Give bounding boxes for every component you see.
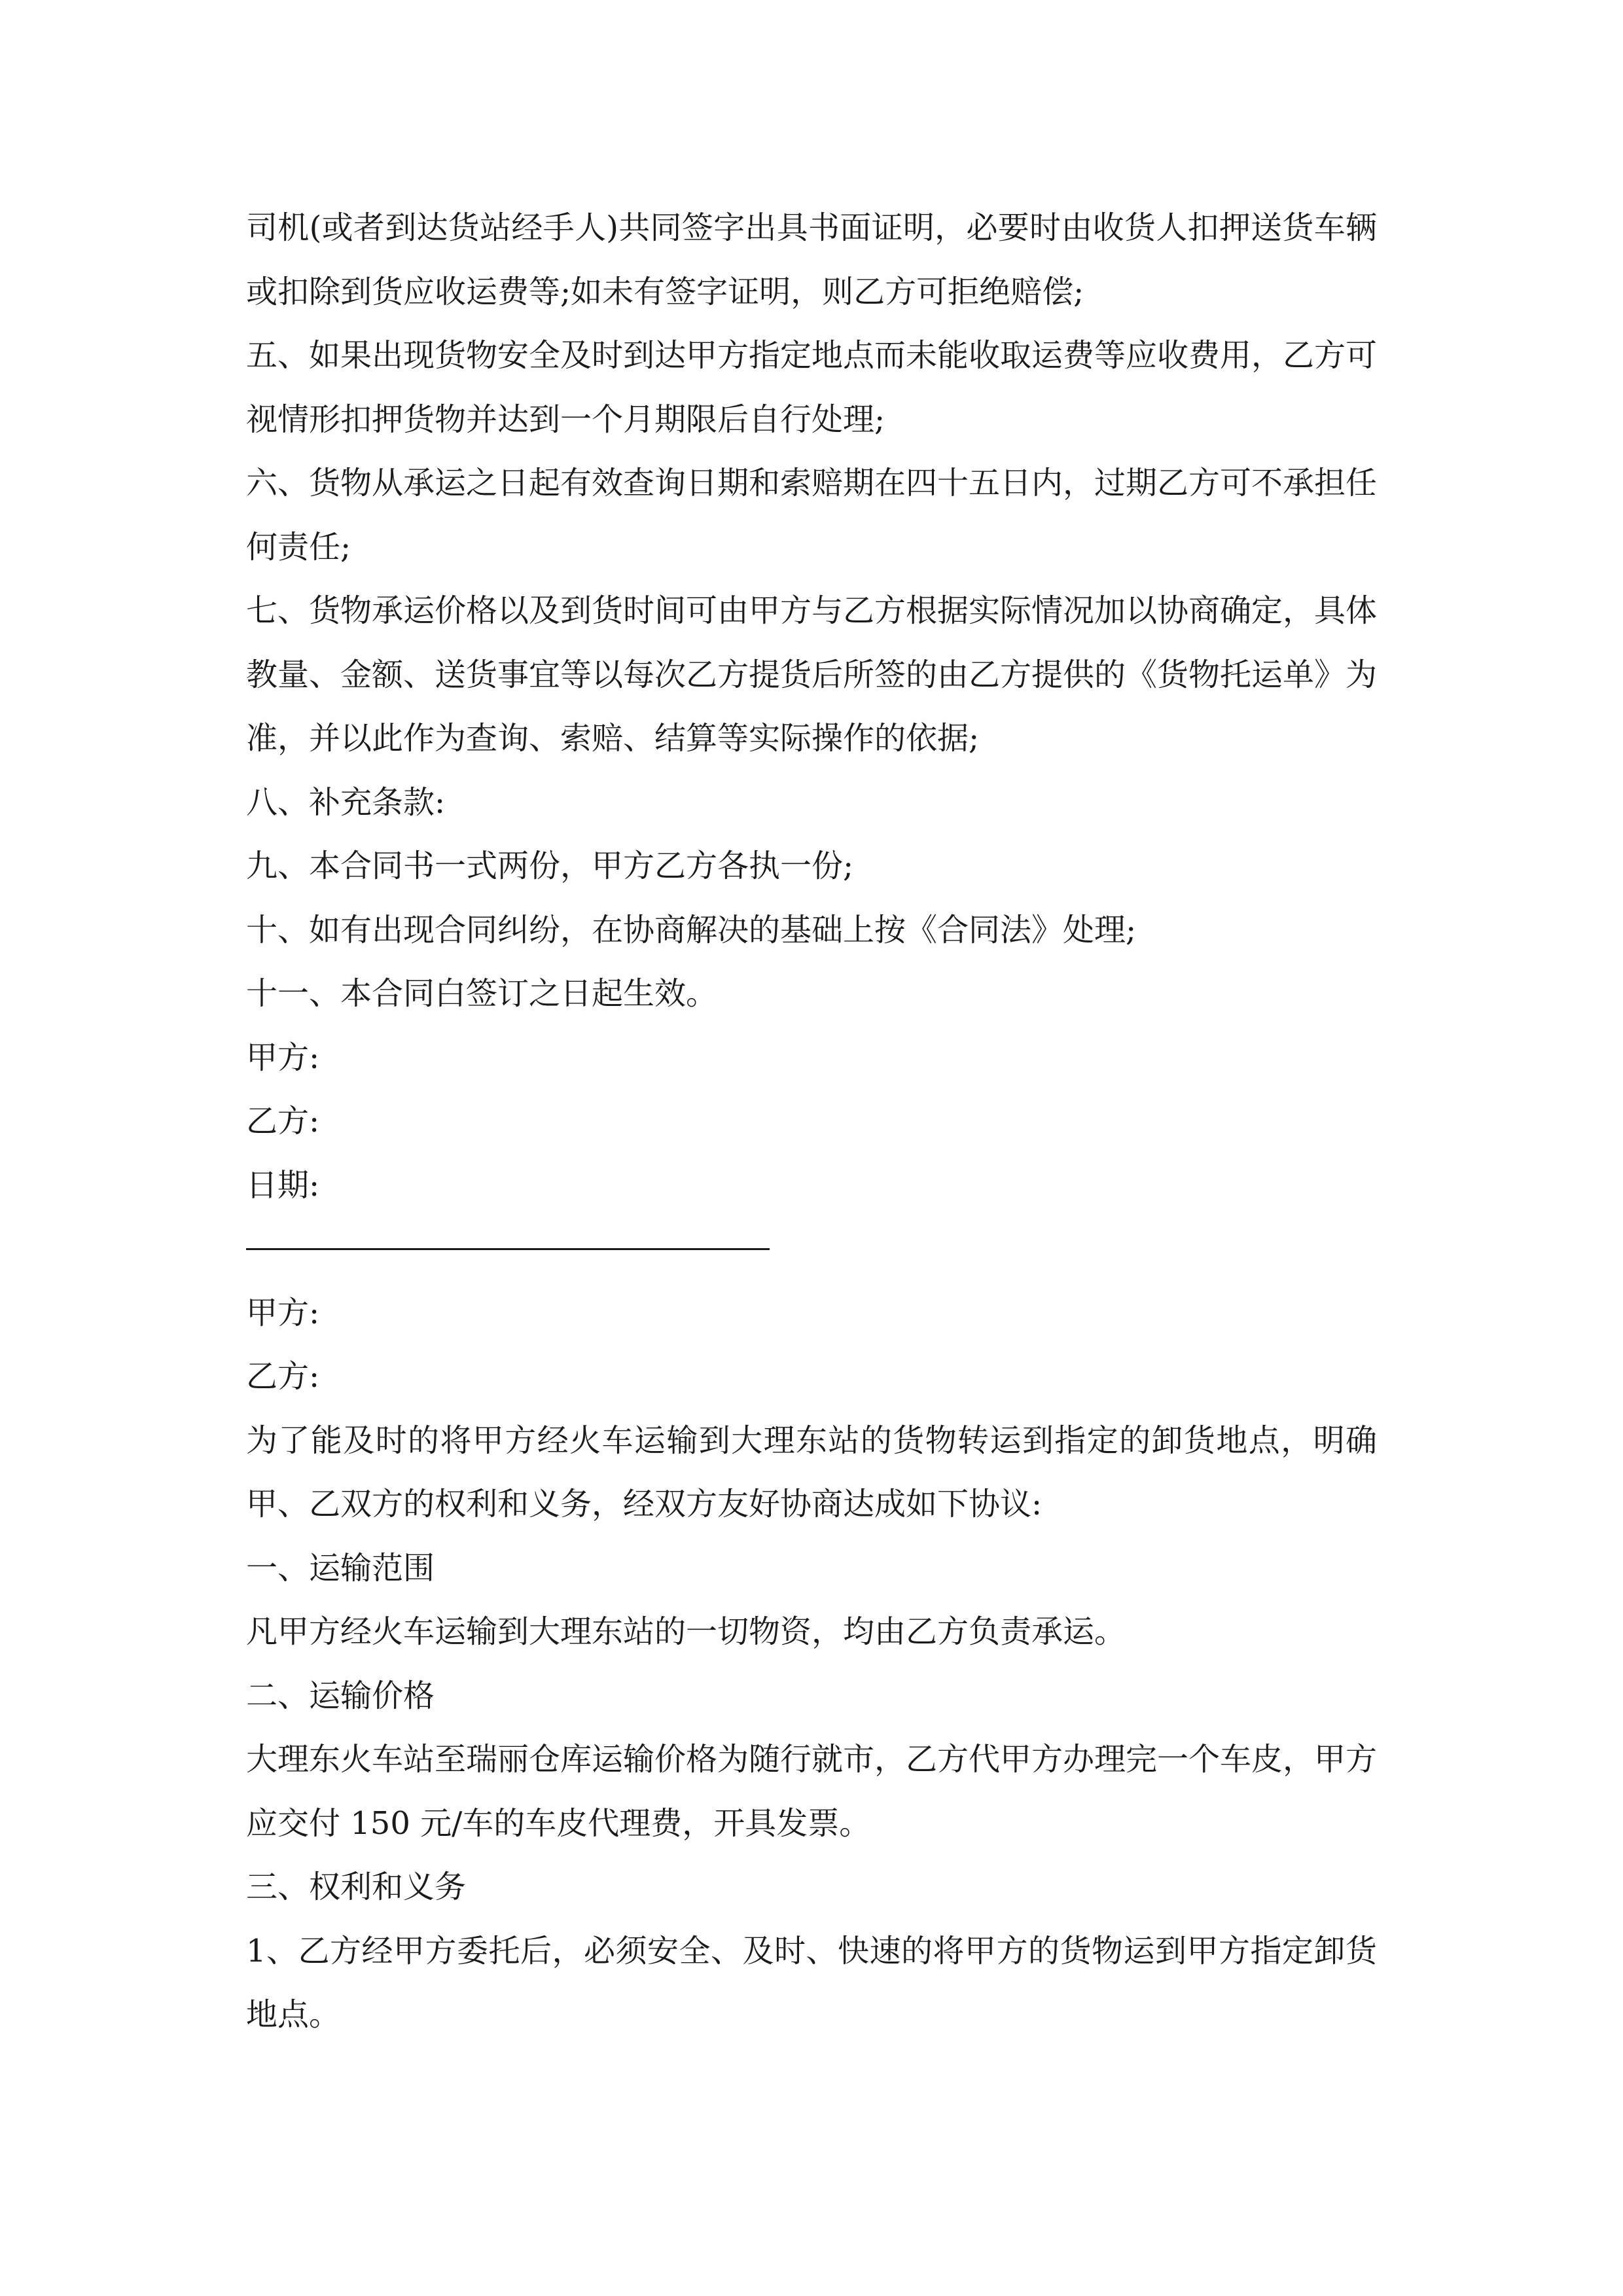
paragraph-clause-11: 十一、本合同白签订之日起生效。 <box>246 975 718 1012</box>
paragraph-clause-7: 七、货物承运价格以及到货时间可由甲方与乙方根据实际情况加以协商确定，具体教量、金额、送货事宜等以每次乙方提货后所签的由乙方提供的《货物托运单》为准，并以此作为查询、索赔、结算等实际操作的依据; <box>246 592 1378 757</box>
signature-party-b: 乙方: <box>246 1103 320 1139</box>
paragraph-rights-obligations-1: 1、乙方经甲方委托后，必须安全、及时、快速的将甲方的货物运到甲方指定卸货地点。 <box>246 1932 1377 2033</box>
paragraph-transport-price: 大理东火车站至瑞丽仓库运输价格为随行就市，乙方代甲方办理完一个车皮，甲方应交付 150 元/车的车皮代理费，开具发票。 <box>246 1741 1378 1842</box>
heading-rights-obligations: 三、权利和义务 <box>246 1869 467 1905</box>
paragraph-continuation-clause: 司机(或者到达货站经手人)共同签字出具书面证明，必要时由收货人扣押送货车辆或扣除到货应收运费等;如未有签字证明，则乙方可拒绝赔偿; <box>246 209 1377 310</box>
header-party-a: 甲方: <box>246 1294 320 1331</box>
paragraph-clause-5: 五、如果出现货物安全及时到达甲方指定地点而未能收取运费等应收费用，乙方可视情形扣押货物并达到一个月期限后自行处理; <box>246 337 1378 438</box>
paragraph-transport-scope: 凡甲方经火车运输到大理东站的一切物资，均由乙方负责承运。 <box>246 1613 1126 1650</box>
header-party-b: 乙方: <box>246 1358 320 1395</box>
signature-party-a: 甲方: <box>246 1039 320 1076</box>
paragraph-clause-10: 十、如有出现合同纠纷，在协商解决的基础上按《合同法》处理; <box>246 911 1137 948</box>
paragraph-preamble: 为了能及时的将甲方经火车运输到大理东站的货物转运到指定的卸货地点，明确甲、乙双方的权利和义务，经双方友好协商达成如下协议: <box>246 1422 1377 1522</box>
document-body <box>246 196 1377 2047</box>
separator-line <box>246 1248 770 1250</box>
heading-transport-scope: 一、运输范围 <box>246 1549 435 1587</box>
paragraph-clause-8: 八、补充条款: <box>246 783 446 821</box>
heading-transport-price: 二、运输价格 <box>246 1677 435 1714</box>
paragraph-clause-6: 六、货物从承运之日起有效查询日期和索赔期在四十五日内，过期乙方可不承担任何责任; <box>246 465 1378 565</box>
paragraph-clause-9: 九、本合同书一式两份，甲方乙方各执一份; <box>246 848 854 884</box>
signature-date: 日期: <box>246 1166 320 1204</box>
